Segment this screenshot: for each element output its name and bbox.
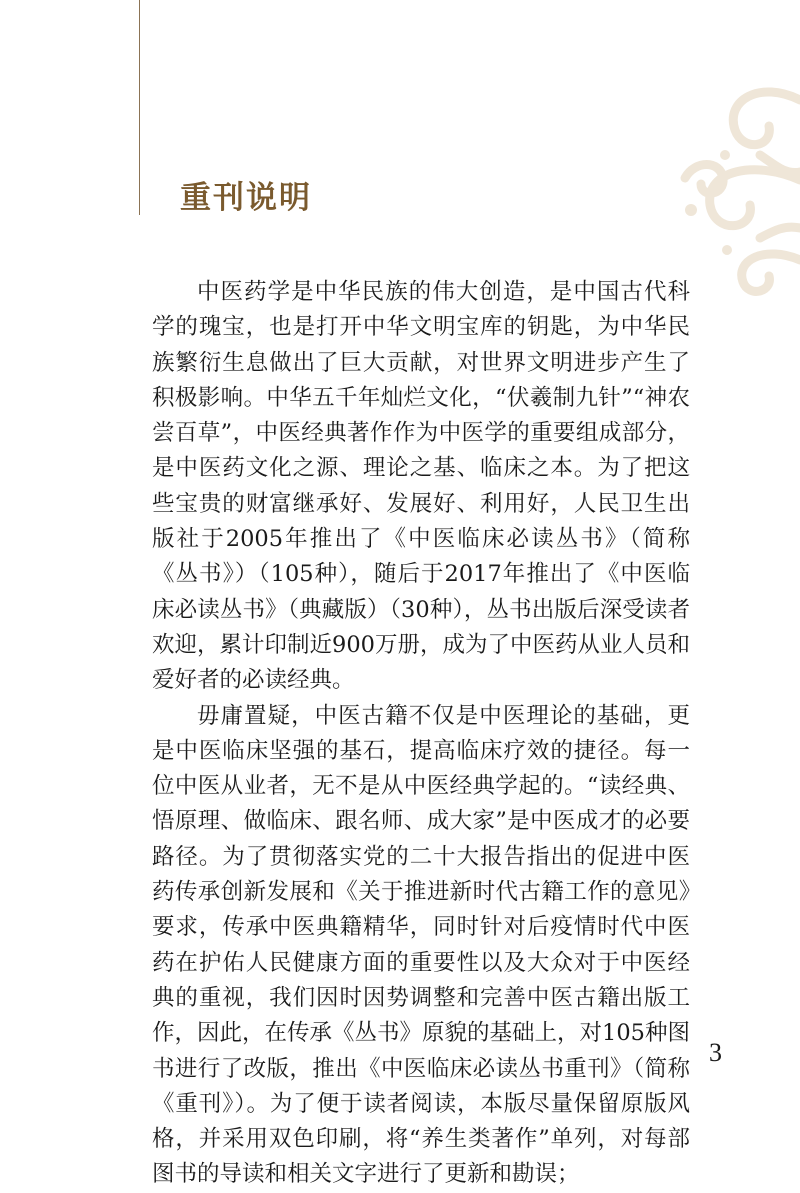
page-title: 重刊说明 xyxy=(180,180,312,216)
page-number: 3 xyxy=(709,1038,722,1067)
margin-rule xyxy=(139,0,140,215)
body-text xyxy=(152,275,690,1193)
paragraph: 毋庸置疑，中医古籍不仅是中医理论的基础，更是中医临床坚强的基石，提高临床疗效的捷径。每一位中医从业者，无不是从中医经典学起的。“读经典、悟原理、做临床、跟名师、成大家”是中医成才的必要路径。为了贯彻落实党的二十大报告指出的促进中医药传承创新发展和《关于推进新时代古籍工作的意见》要求，传承中医典籍精华，同时针对后疫情时代中医药在护佑人民健康方面的重要性以及大众对于中医经典的重视，我们因时因势调整和完善中医古籍出版工作，因此，在传承《丛书》原貌的基础上，对105种图书进行了改版，推出《中医临床必读丛书重刊》（简称《重刊》）。为了便于读者阅读，本版尽量保留原版风格，并采用双色印刷，将“养生类著作”单列，对每部图书的导读和相关文字进行了更新和勘误； xyxy=(152,702,690,1188)
paragraph: 中医药学是中华民族的伟大创造，是中国古代科学的瑰宝，也是打开中华文明宝库的钥匙，为中华民族繁衍生息做出了巨大贡献，对世界文明进步产生了积极影响。中华五千年灿烂文化，“伏羲制九针”“神农尝百草”，中医经典著作作为中医学的重要组成部分，是中医药文化之源、理论之基、临床之本。为了把这些宝贵的财富继承好、发展好、利用好，人民卫生出版社于2005年推出了《中医临床必读丛书》（简称《丛书》）（105种），随后于2017年推出了《中医临床必读丛书》（典藏版）（30种），丛书出版后深受读者欢迎，累计印制近900万册，成为了中医药从业人员和爱好者的必读经典。 xyxy=(152,279,690,694)
cloud-pattern-ornament-icon xyxy=(665,60,800,300)
